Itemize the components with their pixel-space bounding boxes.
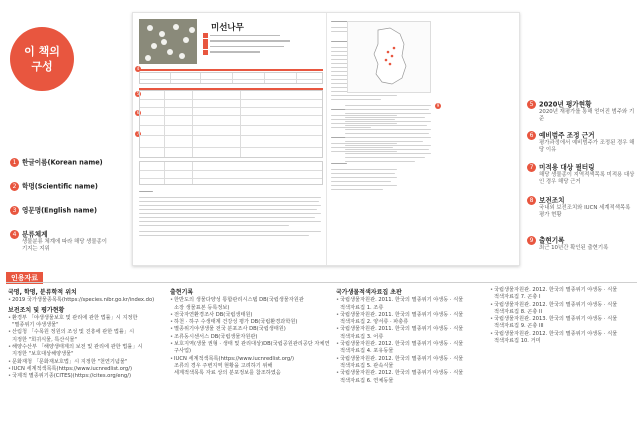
- callout-number: 3: [10, 206, 19, 215]
- callout-title: 예비범주 조정 근거: [539, 131, 595, 140]
- references-column-2: [170, 287, 330, 378]
- callout-9: [527, 236, 635, 252]
- callout-1: [10, 158, 103, 167]
- reference-item: • 국립생물자원관. 2011. 한국의 멸종위기 야생동 · 식물: [336, 297, 486, 304]
- reference-item: • 환경부 「야생생물보호 및 관리에 관한 법률」시 지정한: [8, 315, 164, 322]
- page-divider: [326, 13, 327, 265]
- callout-number: 6: [527, 131, 536, 140]
- reference-item: • 국제적 멸종위기종(CITES)(https://cites.org/eng/): [8, 373, 164, 380]
- reference-item: • 하천 · 하구 수생태계 건강성 평가 DB(국립환경과학원): [170, 319, 330, 326]
- reference-item: 소장 생물표본 등록정보): [174, 304, 230, 311]
- badge-line-1: 이 책의: [24, 45, 60, 58]
- reference-item: 적색자료집 9. 곤충 III: [494, 323, 544, 330]
- reference-item: 적색자료집 1. 조류: [340, 304, 384, 311]
- reference-item: • 해양수산부 「해양생태계의 보전 및 관리에 관한 법률」시: [8, 344, 164, 351]
- marker-7: 7: [136, 131, 140, 136]
- species-name: 미선나무: [211, 23, 244, 33]
- marker-4: 4: [136, 66, 140, 71]
- callout-desc: 해당 생물종이 지역적색목록 미적용 대상인 경우 해당 근거: [539, 172, 635, 185]
- callout-number: 8: [527, 196, 536, 205]
- reference-item: 적색자료집 8. 곤충 II: [494, 308, 543, 315]
- reference-item: 세계적색목록 자료 상의 분포정보를 참조하였음: [174, 370, 281, 377]
- reference-item: • 2019 국가생물종목록(https://species.nibr.go.kr/index.do): [8, 297, 164, 304]
- marker-9: 9: [436, 103, 440, 108]
- species-photo: [139, 19, 197, 64]
- callout-desc: 생물분류 체계에 따라 해당 생물종이 기지는 지위: [22, 239, 107, 252]
- reference-heading: 보전조치 및 평가현황: [8, 306, 65, 314]
- reference-item: • 국립생물자원관. 2011. 한국의 멸종위기 야생동 · 식물: [336, 326, 486, 333]
- distribution-map: [347, 21, 431, 93]
- callout-number: 2: [10, 182, 19, 191]
- reference-heading: 국가생물적색자료집 초판: [336, 289, 402, 296]
- callout-title: 영문명(English name): [22, 206, 97, 215]
- callout-desc: 평가과정에서 예비범주가 조정된 경우 해당 이유: [539, 140, 635, 153]
- reference-item: • 국립생물자원관. 2013. 한국의 멸종위기 야생동 · 식물: [490, 316, 638, 323]
- callout-title: 학명(Scientific name): [22, 182, 98, 191]
- callout-title: 미적용 대상 필터링: [539, 163, 595, 172]
- reference-item: 지정한 "희귀식물, 특산식물": [12, 336, 77, 343]
- reference-item: • 전국자연환경조사 DB(국립생태원): [170, 312, 330, 319]
- reference-heading: 출현기록: [170, 289, 194, 296]
- reference-item: 적색자료집 6. 연체동물: [340, 377, 394, 384]
- callout-title: 한글이름(Korean name): [22, 158, 103, 167]
- classification-table: [139, 72, 323, 84]
- reference-item: 적색자료집 2. 양서류 · 파충류: [340, 319, 409, 326]
- references-label: 인용자료: [6, 272, 43, 284]
- callout-5: [527, 100, 635, 123]
- references-column-1: [8, 287, 164, 381]
- callout-6: [527, 131, 635, 154]
- callout-number: 1: [10, 158, 19, 167]
- references-column-4: [490, 287, 638, 345]
- reference-item: • 한반도의 생물다양성 통합관리시스템 DB(국립생물자원관: [170, 297, 330, 304]
- callout-desc: 최근 10년간 확인된 출현기록: [539, 245, 609, 251]
- reference-item: 적색자료집 4. 포유동물: [340, 348, 394, 355]
- callout-desc: 국내외 보전조치와 IUCN 세계적색목록 평가 현황: [539, 205, 631, 218]
- badge-line-2: 구성: [31, 60, 53, 73]
- callout-title: 출현기록: [539, 236, 565, 245]
- callout-title: 보전조치: [539, 196, 565, 205]
- reference-item: • 멸종위기야생생물 전국 분포조사 DB(국립생태원): [170, 326, 330, 333]
- section-badge: [10, 27, 74, 91]
- references-rule: [6, 282, 637, 283]
- reference-item: 조류의 경우 주변지역 현황을 고려하기 위해: [174, 362, 273, 369]
- callout-3: [10, 206, 97, 215]
- reference-item: • IUCN 세계적색목록(https://www.iucnredlist.org/): [8, 366, 164, 373]
- reference-item: • 조류동시센서스 DB(국립생물자원관): [170, 334, 330, 341]
- reference-item: 적색자료집 10. 거미: [494, 338, 541, 345]
- marker-6: 6: [136, 110, 140, 115]
- species-names-block: [203, 33, 290, 55]
- reference-item: • 산림청 「수목원 정원의 조성 및 진흥에 관한 법률」시: [8, 329, 164, 336]
- reference-item: • 국립생물자원관. 2012. 한국의 멸종위기 야생동 · 식물: [336, 356, 486, 363]
- reference-heading: 국명, 학명, 분류학적 위치: [8, 289, 77, 296]
- status-table: [139, 90, 323, 158]
- reference-item: • 국립생물자원관. 2012. 한국의 멸종위기 야생동 · 식물: [336, 341, 486, 348]
- callout-4: [10, 230, 110, 253]
- reference-item: 적색자료집 3. 어류: [340, 333, 384, 340]
- callout-8: [527, 196, 635, 219]
- callout-title: 분류체계: [22, 230, 48, 239]
- reference-item: • 국립생물자원관. 2011. 한국의 멸종위기 야생동 · 식물: [336, 312, 486, 319]
- korea-map-icon: [348, 22, 432, 94]
- callout-desc: 2020년 재평가를 통해 얻어진 범주와 기준: [539, 109, 635, 122]
- callout-number: 7: [527, 163, 536, 172]
- reference-item: 지정한 "보호대상해양생물": [12, 351, 74, 358]
- callout-number: 5: [527, 100, 536, 109]
- reference-item: • 문화재청 「문화재보호법」시 지정한 "천연기념물": [8, 359, 164, 366]
- reference-item: • IUCN 세계적색목록(https://www.iucnredlist.org/): [170, 356, 330, 363]
- conservation-table: [139, 161, 323, 185]
- section-rule: [139, 69, 323, 71]
- reference-item: • 국립생물자원관. 2012. 한국의 멸종위기 야생동 · 식물: [490, 302, 638, 309]
- sample-page: [132, 12, 520, 266]
- callout-number: 4: [10, 230, 19, 239]
- reference-item: • 국립생물자원관. 2012. 한국의 멸종위기 야생동 · 식물: [490, 331, 638, 338]
- reference-item: • 국립생물자원관. 2012. 한국의 멸종위기 야생동 · 식물: [336, 370, 486, 377]
- reference-item: 적색자료집 7. 곤충 I: [494, 294, 541, 301]
- reference-item: 적색자료집 5. 관속식물: [340, 362, 394, 369]
- marker-5: 5: [136, 91, 140, 96]
- callout-2: [10, 182, 98, 191]
- callout-7: [527, 163, 635, 186]
- callout-title: 2020년 평가현황: [539, 100, 592, 109]
- reference-item: • 국립생물자원관. 2012. 한국의 멸종위기 야생동 · 식물: [490, 287, 638, 294]
- reference-item: • 보호지역(생물 권형 · 생태 및 관리대상)DB(국립공원관리공단 자체연구사업): [170, 341, 330, 356]
- references-column-3: [336, 287, 486, 385]
- reference-item: "멸종위기 야생생물": [12, 322, 59, 329]
- callout-number: 9: [527, 236, 536, 245]
